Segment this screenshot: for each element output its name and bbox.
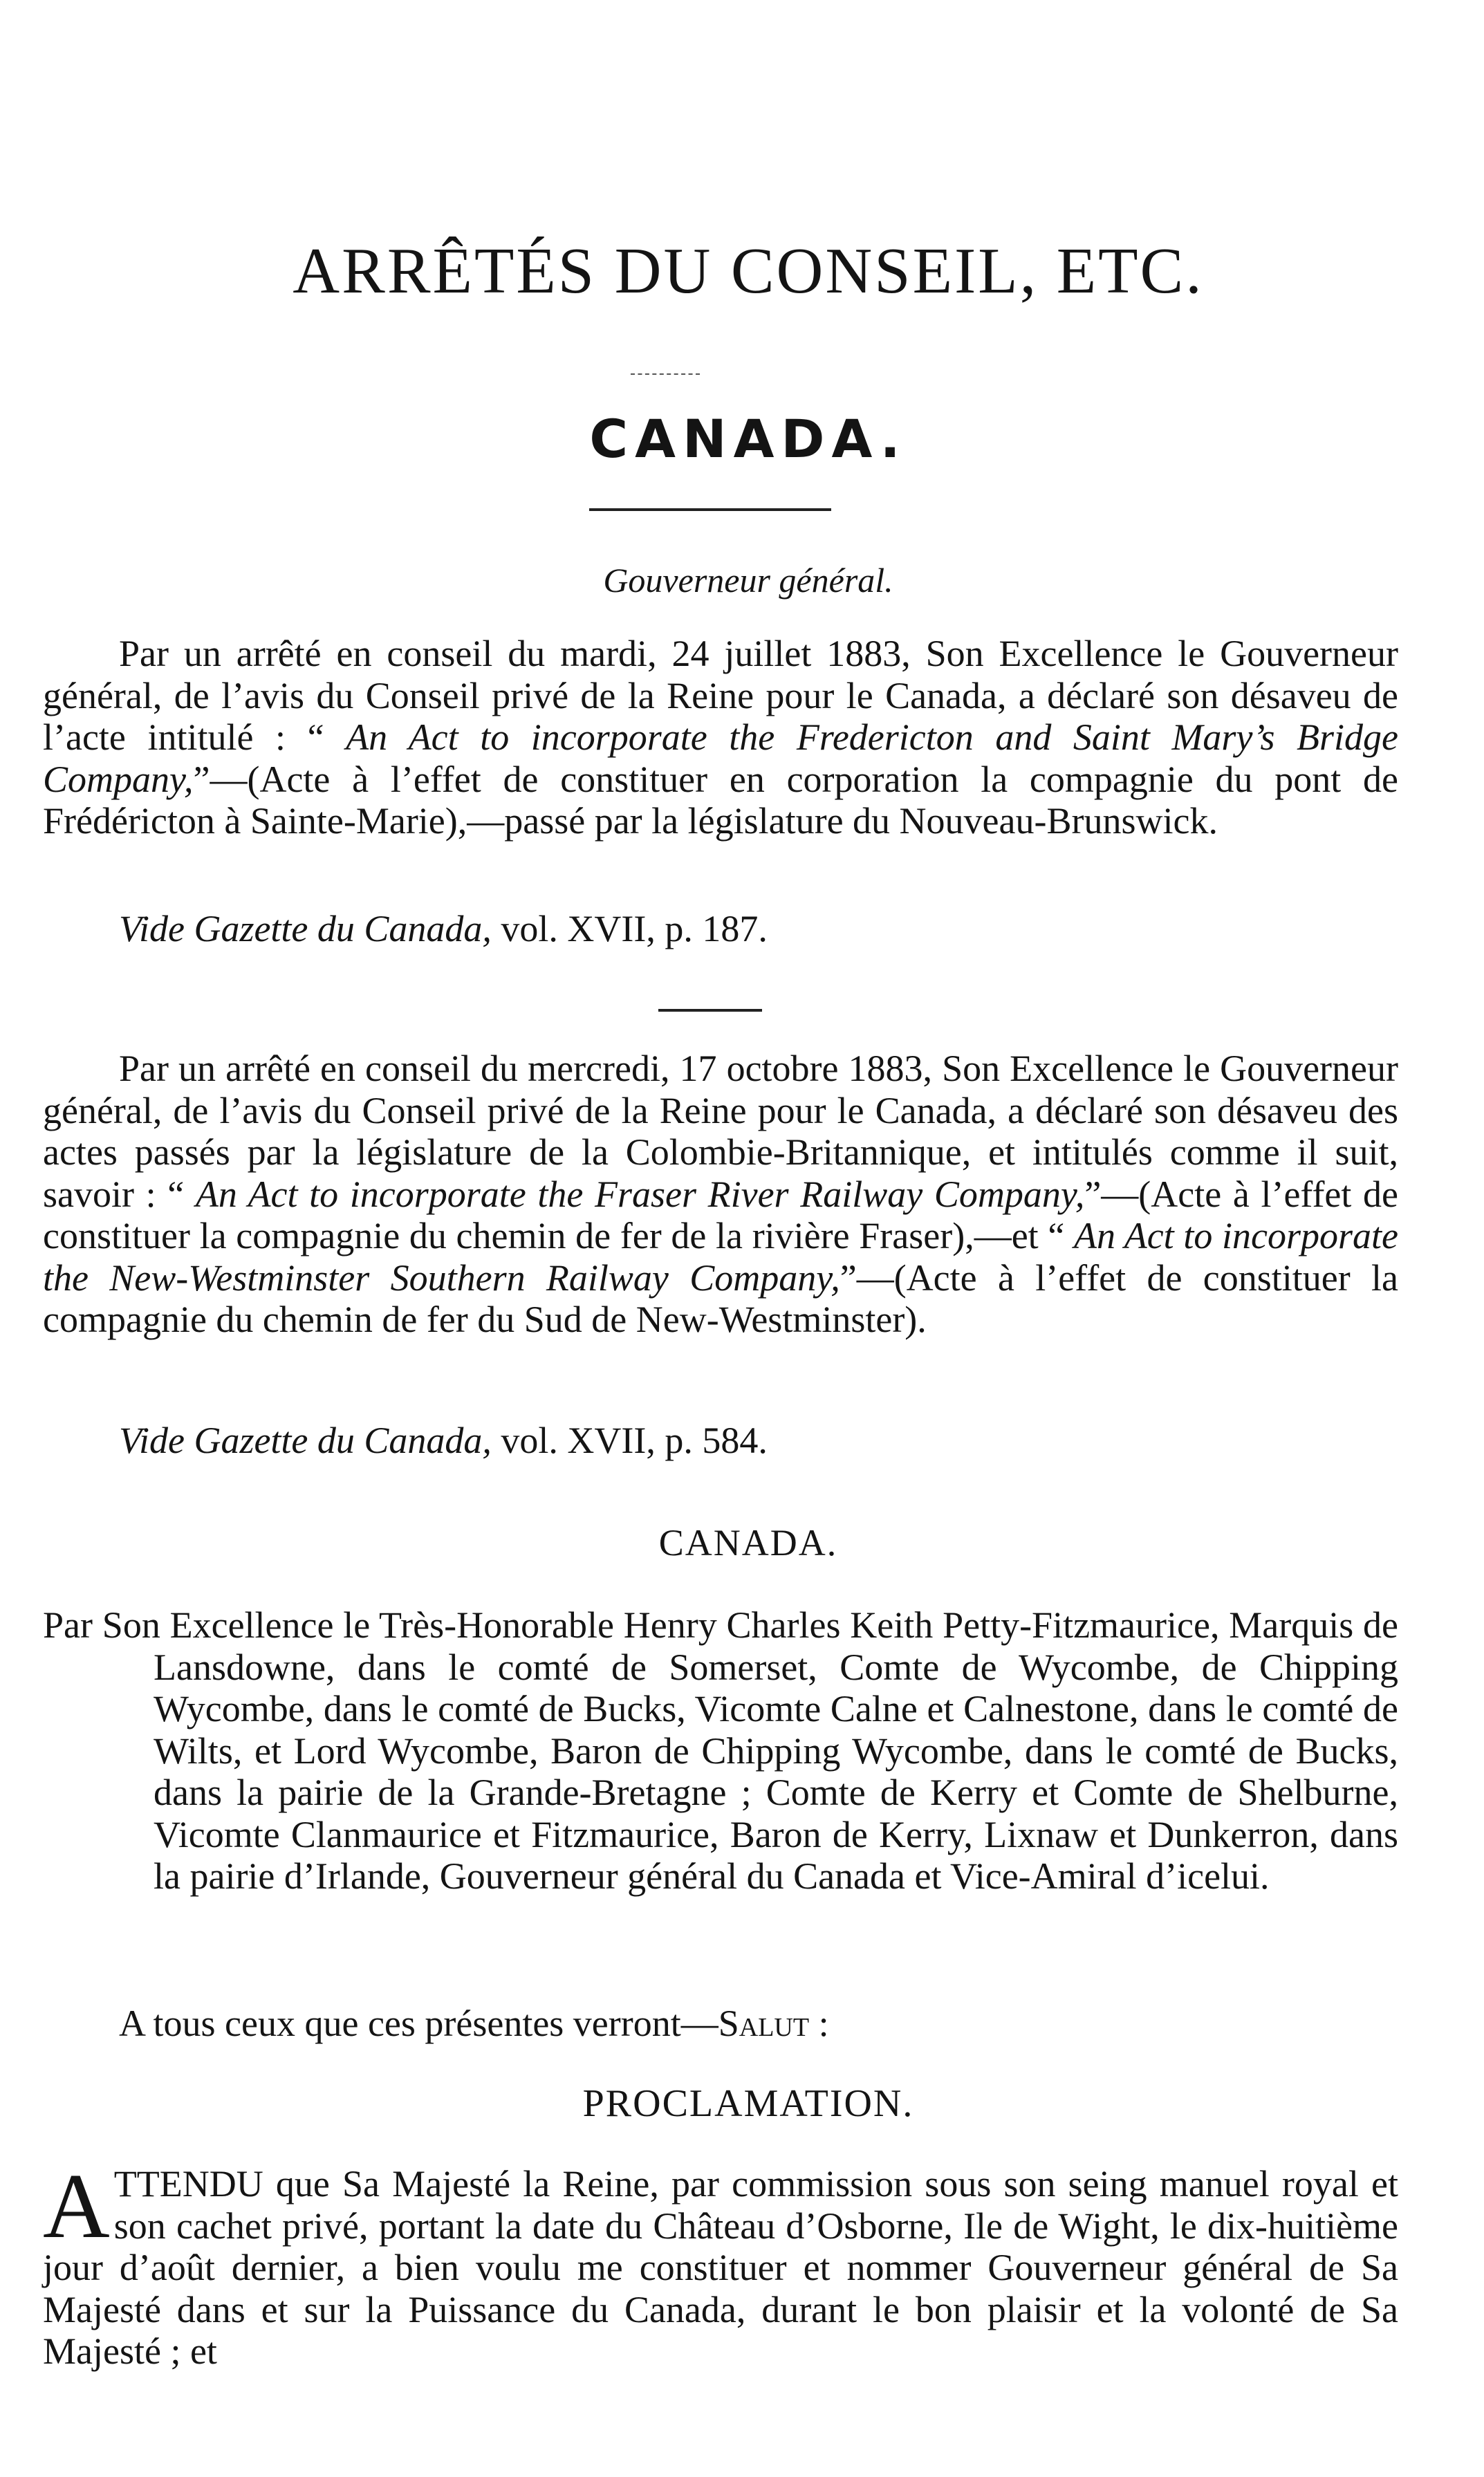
proclamation-body-text: TTENDU que Sa Majesté la Reine, par commission sous son seing manuel royal et son cachet privé, portant la date du Château d’Osborne, Ile de Wight, le dix-huitième jour d’août dernier, a bien voulu me constituer et nommer Gouverneur général de Sa Majesté dans et sur la Puissance du Canada, durant le bon plaisir et la volonté de Sa Majesté ; et bbox=[43, 2163, 1398, 2372]
vide-2-ref: vol. XVII, p. 584. bbox=[491, 1420, 768, 1461]
heading-rule bbox=[589, 508, 831, 511]
salutation bbox=[119, 2002, 829, 2045]
vide-gazette-1 bbox=[119, 907, 768, 950]
proclamation-heading: PROCLAMATION. bbox=[582, 2082, 914, 2125]
vide-1-ref: vol. XVII, p. 187. bbox=[491, 908, 768, 949]
vide-1-italic: Vide Gazette du Canada, bbox=[119, 908, 492, 949]
paragraph-2-text-a: Par un arrêté en conseil du mercredi, 17 octobre 1883, Son Excellence le Gouverneur général, de l’avis du Conseil privé de la Reine pour le Canada, a déclaré son désaveu des actes passés par la législature de la Colombie-Britannique, et intitulés comme il suit, savoir : “ bbox=[43, 1048, 1398, 1215]
paragraph-2-act-title-1: An Act to incorporate the Fraser River Railway Company, bbox=[195, 1173, 1085, 1215]
paragraph-disavowal-2 bbox=[43, 1048, 1398, 1341]
subtitle-gouverneur: Gouverneur général. bbox=[603, 561, 893, 600]
page-title: ARRÊTÉS DU CONSEIL, ETC. bbox=[293, 235, 1204, 307]
paragraph-disavowal-1 bbox=[43, 633, 1398, 842]
proclamer-titles: Par Son Excellence le Très-Honorable Henry Charles Keith Petty-Fitzmaurice, Marquis de Lansdowne, dans le comté de Somerset, Comte de Wycombe, de Chipping Wycombe, dans le comté de Bucks, Vicomte Calne et Calnestone, dans le comté de Wilts, et Lord Wycombe, Baron de Chipping Wycombe, dans le comté de Bucks, dans la pairie de la Grande-Bretagne ; Comte de Kerry et Comte de Shelburne, Vicomte Clanmaurice et Fitzmaurice, Baron de Kerry, Lixnaw et Dunkerron, dans la pairie d’Irlande, Gouverneur général du Canada et Vice-Amiral d’icelui. bbox=[43, 1604, 1398, 1897]
salutation-end: : bbox=[809, 2003, 829, 2044]
section-heading-canada-2: CANADA. bbox=[658, 1522, 838, 1564]
vide-2-italic: Vide Gazette du Canada, bbox=[119, 1420, 492, 1461]
proclamation-body bbox=[43, 2155, 1398, 2373]
paragraph-divider bbox=[658, 1009, 762, 1012]
paragraph-1-text-b: ”—(Acte à l’effet de constituer en corporation la compagnie du pont de Frédéricton à Sainte-Marie),—passé par la législature du Nouveau-Brunswick. bbox=[43, 758, 1398, 842]
paragraph-1-act-title: An Act to incorporate the Fredericton and Saint Mary’s Bridge Company, bbox=[43, 716, 1398, 800]
dotted-divider bbox=[631, 373, 700, 375]
paragraph-2-text-c: ”—(Acte à l’effet de constituer la compagnie du chemin de fer du Sud de New-Westminster). bbox=[43, 1256, 1398, 1340]
drop-cap: A bbox=[43, 2155, 110, 2257]
paragraph-2-act-title-2: An Act to incorporate the New-Westminster Southern Railway Company, bbox=[43, 1215, 1398, 1299]
salutation-salut: Salut bbox=[718, 2003, 810, 2044]
paragraph-1-text-a: Par un arrêté en conseil du mardi, 24 juillet 1883, Son Excellence le Gouverneur général, de l’avis du Conseil privé de la Reine pour le Canada, a déclaré son désaveu de l’acte intitulé : “ bbox=[43, 633, 1398, 758]
paragraph-2-text-b: ”—(Acte à l’effet de constituer la compagnie du chemin de fer de la rivière Fraser),—et “ bbox=[43, 1173, 1399, 1256]
salutation-text: A tous ceux que ces présentes verront— bbox=[119, 2003, 718, 2044]
vide-gazette-2 bbox=[119, 1419, 768, 1462]
section-heading-canada: CANADA. bbox=[589, 408, 907, 470]
